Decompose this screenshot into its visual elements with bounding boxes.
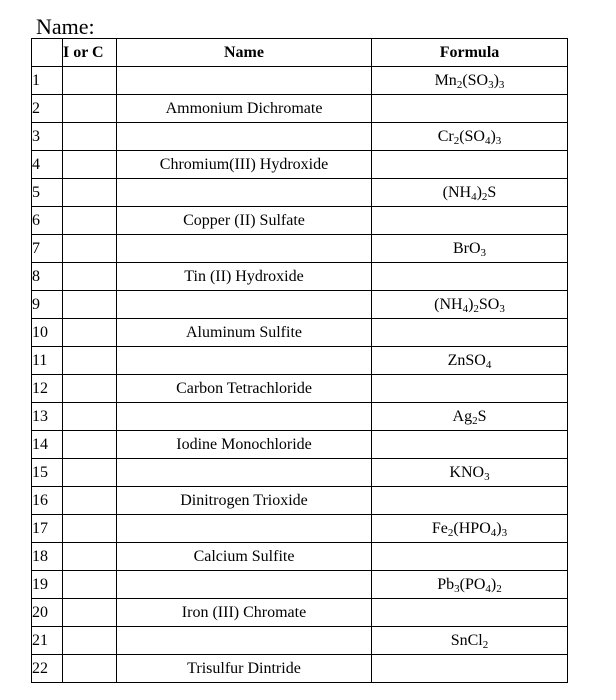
table-row <box>32 543 568 571</box>
row-number: 6 <box>32 207 63 235</box>
formula-cell[interactable] <box>372 151 568 179</box>
formula-subscript: 2 <box>447 526 454 539</box>
formula-cell[interactable] <box>372 543 568 571</box>
row-number: 12 <box>32 375 63 403</box>
formula-cell[interactable] <box>372 95 568 123</box>
formula-subscript: 3 <box>498 78 505 91</box>
row-number: 13 <box>32 403 63 431</box>
formula-subscript: 2 <box>453 134 460 147</box>
ionic-or-covalent-cell[interactable] <box>63 375 117 403</box>
table-row <box>32 319 568 347</box>
formula-subscript: 2 <box>482 638 489 651</box>
row-number: 7 <box>32 235 63 263</box>
formula-cell[interactable] <box>372 431 568 459</box>
formula-subscript: 4 <box>485 582 491 595</box>
formula-cell[interactable] <box>372 375 568 403</box>
formula-cell <box>372 403 568 431</box>
compound-name-cell: Ammonium Dichromate <box>117 95 372 123</box>
table-row <box>32 515 568 543</box>
formula-part: BrO <box>452 239 481 257</box>
table-row <box>32 67 568 95</box>
header-name: Name <box>117 39 372 67</box>
table-row <box>32 347 568 375</box>
formula-subscript: 4 <box>490 526 497 539</box>
formula-part: ) <box>496 519 502 537</box>
row-number: 4 <box>32 151 63 179</box>
compound-name-cell[interactable] <box>117 123 372 151</box>
compound-name-cell: Calcium Sulfite <box>117 543 372 571</box>
table-row <box>32 207 568 235</box>
compound-name-cell: Iodine Monochloride <box>117 431 372 459</box>
row-number: 8 <box>32 263 63 291</box>
compound-name-cell[interactable] <box>117 67 372 95</box>
formula-cell <box>372 459 568 487</box>
formula-part: SO <box>478 295 500 313</box>
ionic-or-covalent-cell[interactable] <box>63 431 117 459</box>
row-number: 16 <box>32 487 63 515</box>
ionic-or-covalent-cell[interactable] <box>63 487 117 515</box>
ionic-or-covalent-cell[interactable] <box>63 95 117 123</box>
table-row <box>32 655 568 683</box>
ionic-or-covalent-cell[interactable] <box>63 459 117 487</box>
row-number: 18 <box>32 543 63 571</box>
formula-part: (NH <box>442 183 472 201</box>
name-label: Name: <box>36 14 95 39</box>
formula-cell <box>372 179 568 207</box>
table-row <box>32 263 568 291</box>
ionic-or-covalent-cell[interactable] <box>63 67 117 95</box>
table-row <box>32 487 568 515</box>
header-i-or-c: I or C <box>63 39 117 67</box>
compound-name-cell[interactable] <box>117 515 372 543</box>
compound-name-cell: Iron (III) Chromate <box>117 599 372 627</box>
table-row <box>32 179 568 207</box>
formula-subscript: 3 <box>454 582 460 595</box>
table-row <box>32 571 568 599</box>
table-row <box>32 403 568 431</box>
row-number: 20 <box>32 599 63 627</box>
row-number: 9 <box>32 291 63 319</box>
formula-part: SnCl <box>450 631 483 649</box>
row-number: 1 <box>32 67 63 95</box>
formula-part: S <box>477 407 487 425</box>
compound-name-cell[interactable] <box>117 179 372 207</box>
formula-cell[interactable] <box>372 599 568 627</box>
ionic-or-covalent-cell[interactable] <box>63 123 117 151</box>
formula-part: ) <box>493 71 499 89</box>
row-number: 17 <box>32 515 63 543</box>
ionic-or-covalent-cell[interactable] <box>63 263 117 291</box>
row-number: 22 <box>32 655 63 683</box>
formula-cell <box>372 123 568 151</box>
formula-part: KNO <box>449 463 485 481</box>
table-row <box>32 375 568 403</box>
table-row <box>32 151 568 179</box>
formula-cell <box>372 347 568 375</box>
row-number: 15 <box>32 459 63 487</box>
formula-subscript: 4 <box>485 358 492 371</box>
formula-subscript: 3 <box>495 134 502 147</box>
ionic-or-covalent-cell[interactable] <box>63 235 117 263</box>
table-row <box>32 291 568 319</box>
ionic-or-covalent-cell[interactable] <box>63 543 117 571</box>
formula-cell <box>372 627 568 655</box>
table-row <box>32 459 568 487</box>
formula-part: ZnSO <box>447 351 486 369</box>
row-number: 14 <box>32 431 63 459</box>
compound-name-cell: Carbon Tetrachloride <box>117 375 372 403</box>
formula-part: ) <box>476 183 482 201</box>
compound-name-cell: Copper (II) Sulfate <box>117 207 372 235</box>
formula-subscript: 3 <box>488 78 494 91</box>
formula-part: ) <box>468 295 474 313</box>
formula-cell <box>372 571 568 599</box>
formula-cell[interactable] <box>372 207 568 235</box>
row-number: 11 <box>32 347 63 375</box>
ionic-or-covalent-cell[interactable] <box>63 151 117 179</box>
table-row <box>32 599 568 627</box>
formula-part: Mn <box>434 71 457 89</box>
row-number: 19 <box>32 571 63 599</box>
formula-subscript: 4 <box>484 134 491 147</box>
compound-name-cell: Tin (II) Hydroxide <box>117 263 372 291</box>
formula-subscript: 3 <box>480 246 487 259</box>
formula-cell <box>372 67 568 95</box>
ionic-or-covalent-cell[interactable] <box>63 515 117 543</box>
header-formula: Formula <box>372 39 568 67</box>
table-header-row <box>32 39 568 67</box>
formula-part: Ag <box>452 407 473 425</box>
ionic-or-covalent-cell[interactable] <box>63 207 117 235</box>
formula-subscript: 2 <box>456 78 463 91</box>
ionic-or-covalent-cell[interactable] <box>63 627 117 655</box>
formula-subscript: 2 <box>473 302 479 315</box>
table-body <box>32 67 568 683</box>
formula-cell <box>372 291 568 319</box>
header-number <box>32 39 63 67</box>
compound-name-cell[interactable] <box>117 347 372 375</box>
formula-subscript: 4 <box>462 302 469 315</box>
formula-subscript: 2 <box>472 414 478 427</box>
row-number: 21 <box>32 627 63 655</box>
formula-part: (SO <box>459 127 485 145</box>
ionic-or-covalent-cell[interactable] <box>63 571 117 599</box>
formula-part: Cr <box>437 127 454 145</box>
compound-name-cell: Trisulfur Dintride <box>117 655 372 683</box>
table-row <box>32 235 568 263</box>
table-row <box>32 95 568 123</box>
row-number: 3 <box>32 123 63 151</box>
compound-name-cell: Chromium(III) Hydroxide <box>117 151 372 179</box>
formula-subscript: 3 <box>484 470 490 483</box>
ionic-or-covalent-cell[interactable] <box>63 655 117 683</box>
compound-name-cell[interactable] <box>117 627 372 655</box>
row-number: 5 <box>32 179 63 207</box>
row-number: 10 <box>32 319 63 347</box>
formula-subscript: 4 <box>471 190 477 203</box>
ionic-or-covalent-cell[interactable] <box>63 403 117 431</box>
formula-part: ) <box>490 575 497 593</box>
formula-cell[interactable] <box>372 263 568 291</box>
formula-cell[interactable] <box>372 319 568 347</box>
formula-part: ) <box>490 127 496 145</box>
formula-subscript: 2 <box>496 582 502 595</box>
compound-name-cell[interactable] <box>117 459 372 487</box>
formula-part: (PO <box>459 575 486 593</box>
worksheet-table <box>31 38 568 683</box>
formula-cell <box>372 515 568 543</box>
formula-part: Fe <box>431 519 448 537</box>
formula-part: S <box>487 183 497 201</box>
compound-name-cell: Dinitrogen Trioxide <box>117 487 372 515</box>
compound-name-cell[interactable] <box>117 571 372 599</box>
ionic-or-covalent-cell[interactable] <box>63 179 117 207</box>
table-row <box>32 431 568 459</box>
formula-subscript: 3 <box>499 302 505 315</box>
compound-name-cell: Aluminum Sulfite <box>117 319 372 347</box>
formula-part: (NH <box>434 295 463 313</box>
ionic-or-covalent-cell[interactable] <box>63 599 117 627</box>
formula-cell[interactable] <box>372 487 568 515</box>
formula-cell[interactable] <box>372 655 568 683</box>
compound-name-cell[interactable] <box>117 291 372 319</box>
formula-part: (SO <box>462 71 489 89</box>
formula-cell <box>372 235 568 263</box>
ionic-or-covalent-cell[interactable] <box>63 347 117 375</box>
compound-name-cell[interactable] <box>117 403 372 431</box>
formula-subscript: 3 <box>501 526 508 539</box>
formula-subscript: 2 <box>481 190 488 203</box>
formula-part: (HPO <box>453 519 491 537</box>
ionic-or-covalent-cell[interactable] <box>63 319 117 347</box>
ionic-or-covalent-cell[interactable] <box>63 291 117 319</box>
formula-part: Pb <box>437 575 455 593</box>
row-number: 2 <box>32 95 63 123</box>
table-row <box>32 627 568 655</box>
compound-name-cell[interactable] <box>117 235 372 263</box>
table-row <box>32 123 568 151</box>
